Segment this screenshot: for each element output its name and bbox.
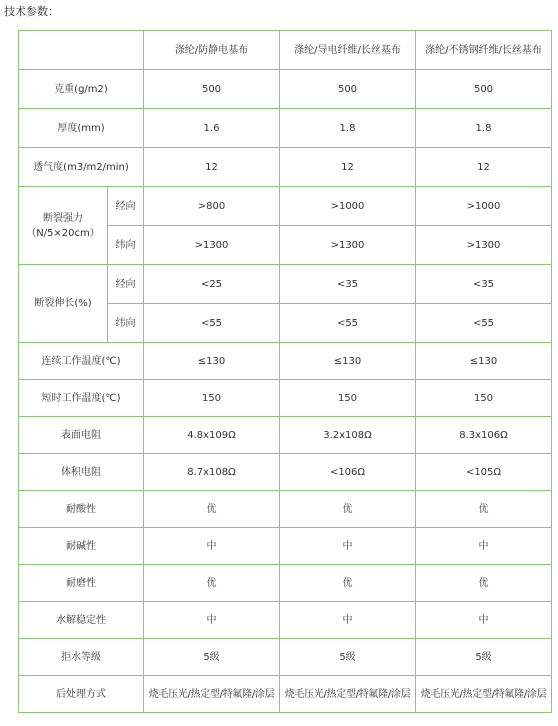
table-cell: 中 xyxy=(144,528,280,565)
table-cell: 优 xyxy=(416,565,552,602)
table-cell: 1.6 xyxy=(144,109,280,148)
table-cell: 5级 xyxy=(144,639,280,676)
table-cell: 中 xyxy=(416,602,552,639)
table-cell: 1.8 xyxy=(280,109,416,148)
table-cell: 中 xyxy=(144,602,280,639)
row-label: 体积电阻 xyxy=(19,454,144,491)
row-label: 表面电阻 xyxy=(19,417,144,454)
table-cell: >1300 xyxy=(280,226,416,265)
table-cell: 中 xyxy=(416,528,552,565)
table-cell: >1300 xyxy=(144,226,280,265)
table-cell: 优 xyxy=(144,491,280,528)
sub-label: 经向 xyxy=(108,187,144,226)
row-label: 耐酸性 xyxy=(19,491,144,528)
table-cell: 8.3x106Ω xyxy=(416,417,552,454)
row-label: 耐碱性 xyxy=(19,528,144,565)
row-label: 水解稳定性 xyxy=(19,602,144,639)
table-cell: 烧毛压光/热定型/特氟隆/涂层 xyxy=(416,676,552,713)
row-label: 后处理方式 xyxy=(19,676,144,713)
table-cell: ≤130 xyxy=(416,343,552,380)
table-cell: <55 xyxy=(144,304,280,343)
page-heading: 技术参数： xyxy=(4,5,59,18)
table-cell: 优 xyxy=(280,565,416,602)
table-row xyxy=(19,187,552,226)
table-row xyxy=(19,70,552,109)
table-cell: ≤130 xyxy=(144,343,280,380)
table-cell: <25 xyxy=(144,265,280,304)
sub-label: 经向 xyxy=(108,265,144,304)
table-row xyxy=(19,454,552,491)
table-cell: <35 xyxy=(416,265,552,304)
table-cell: 3.2x108Ω xyxy=(280,417,416,454)
table-row xyxy=(19,528,552,565)
breaking-strength-label xyxy=(19,187,108,265)
table-row xyxy=(19,565,552,602)
table-row xyxy=(19,148,552,187)
row-label: 连续工作温度(℃) xyxy=(19,343,144,380)
table-cell: 烧毛压光/热定型/特氟隆/涂层 xyxy=(280,676,416,713)
column-header: 涤纶/防静电基布 xyxy=(144,31,280,70)
table-cell: 优 xyxy=(144,565,280,602)
header-corner-cell xyxy=(19,31,144,70)
table-row xyxy=(19,639,552,676)
table-cell: <55 xyxy=(280,304,416,343)
table-cell: 150 xyxy=(280,380,416,417)
table-cell: 中 xyxy=(280,528,416,565)
table-row xyxy=(19,343,552,380)
row-label-unit: （N/5×20cm） xyxy=(26,227,100,239)
table-cell: >1000 xyxy=(416,187,552,226)
table-cell: >800 xyxy=(144,187,280,226)
table-cell: 中 xyxy=(280,602,416,639)
table-row xyxy=(19,417,552,454)
table-cell: 500 xyxy=(144,70,280,109)
table-cell: >1300 xyxy=(416,226,552,265)
table-row xyxy=(19,109,552,148)
table-cell: 4.8x109Ω xyxy=(144,417,280,454)
table-cell: 12 xyxy=(280,148,416,187)
table-cell: 5级 xyxy=(280,639,416,676)
table-row xyxy=(19,265,552,304)
header-row xyxy=(19,31,552,70)
table-cell: 150 xyxy=(416,380,552,417)
table-cell: 5级 xyxy=(416,639,552,676)
table-cell: <106Ω xyxy=(280,454,416,491)
column-header: 涤纶/导电纤维/长丝基布 xyxy=(280,31,416,70)
row-label: 断裂强力 xyxy=(43,212,83,224)
table-cell: 500 xyxy=(280,70,416,109)
table-cell: ≤130 xyxy=(280,343,416,380)
table-cell: 烧毛压光/热定型/特氟隆/涂层 xyxy=(144,676,280,713)
table-cell: 优 xyxy=(416,491,552,528)
row-label: 透气度(m3/m2/min) xyxy=(19,148,144,187)
sub-label: 纬向 xyxy=(108,304,144,343)
table-row xyxy=(19,491,552,528)
table-cell: 12 xyxy=(144,148,280,187)
table-row xyxy=(19,602,552,639)
row-label: 拒水等级 xyxy=(19,639,144,676)
table-cell: <35 xyxy=(280,265,416,304)
table-cell: 150 xyxy=(144,380,280,417)
row-label: 耐磨性 xyxy=(19,565,144,602)
table-cell: 1.8 xyxy=(416,109,552,148)
table-cell: 12 xyxy=(416,148,552,187)
row-label: 断裂伸长(%) xyxy=(19,265,108,343)
column-header: 涤纶/不锈钢纤维/长丝基布 xyxy=(416,31,552,70)
row-label: 短时工作温度(℃) xyxy=(19,380,144,417)
row-label: 厚度(mm) xyxy=(19,109,144,148)
table-row xyxy=(19,380,552,417)
spec-table xyxy=(18,30,552,713)
table-cell: 优 xyxy=(280,491,416,528)
sub-label: 纬向 xyxy=(108,226,144,265)
table-cell: 500 xyxy=(416,70,552,109)
table-cell: >1000 xyxy=(280,187,416,226)
table-cell: 8.7x108Ω xyxy=(144,454,280,491)
table-cell: <105Ω xyxy=(416,454,552,491)
table-row xyxy=(19,676,552,713)
table-cell: <55 xyxy=(416,304,552,343)
row-label: 克重(g/m2) xyxy=(19,70,144,109)
